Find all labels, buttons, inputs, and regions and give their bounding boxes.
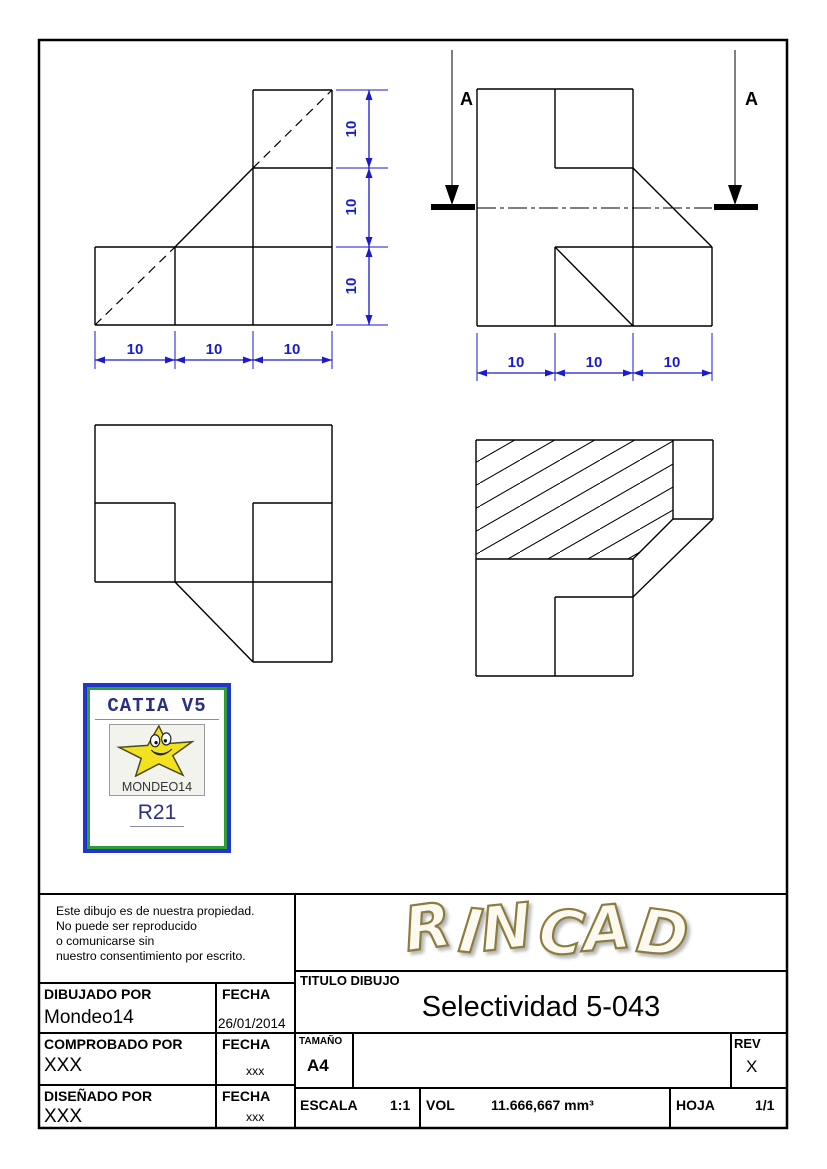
catia-release: R21 xyxy=(130,801,185,827)
checked-by-label: COMPROBADO POR xyxy=(44,1036,183,1052)
volume-label: VOL xyxy=(426,1097,455,1113)
volume-value: 11.666,667 mm³ xyxy=(491,1097,594,1113)
orthographic-views xyxy=(95,89,713,676)
star-icon xyxy=(110,725,204,777)
svg-text:10: 10 xyxy=(126,341,144,358)
sheet-value: 1/1 xyxy=(755,1097,775,1113)
rincad-logo-text: RINCAD xyxy=(399,891,696,971)
svg-text:10: 10 xyxy=(343,120,360,138)
section-hatch xyxy=(476,440,673,559)
scale-value: 1:1 xyxy=(390,1097,411,1113)
mondeo-label: MONDEO14 xyxy=(121,780,193,794)
notice-line: o comunicarse sin xyxy=(56,934,155,948)
svg-text:10: 10 xyxy=(283,341,301,358)
drawn-by-value: Mondeo14 xyxy=(44,1007,134,1028)
catia-badge xyxy=(83,683,231,853)
designed-date-value: xxx xyxy=(246,1110,265,1124)
rincad-logo xyxy=(372,891,724,971)
drawn-date-label: FECHA xyxy=(222,986,271,1002)
drawing-title-label: TITULO DIBUJO xyxy=(300,973,400,988)
designed-by-value: XXX xyxy=(44,1106,83,1127)
rev-label: REV xyxy=(734,1036,761,1051)
checked-date-value: xxx xyxy=(246,1064,265,1078)
svg-text:10: 10 xyxy=(343,198,360,216)
checked-date-label: FECHA xyxy=(222,1036,271,1052)
property-notice xyxy=(56,904,255,964)
svg-text:10: 10 xyxy=(585,354,603,371)
svg-text:A: A xyxy=(745,89,758,109)
dimension-annotations xyxy=(95,90,712,381)
catia-badge-inner xyxy=(87,687,227,849)
notice-line: nuestro consentimiento por escrito. xyxy=(56,949,246,963)
designed-date-label: FECHA xyxy=(222,1088,271,1104)
scale-label: ESCALA xyxy=(300,1097,358,1113)
badge-divider xyxy=(95,719,219,720)
catia-badge-title: CATIA V5 xyxy=(107,695,207,717)
svg-text:A: A xyxy=(460,89,473,109)
notice-line: Este dibujo es de nuestra propiedad. xyxy=(56,904,255,918)
drawn-date-value: 26/01/2014 xyxy=(218,1016,286,1031)
checked-by-value: XXX xyxy=(44,1055,83,1076)
drawing-title: Selectividad 5-043 xyxy=(421,991,661,1023)
size-value: A4 xyxy=(307,1056,329,1075)
size-label: TAMAÑO xyxy=(299,1036,343,1047)
notice-line: No puede ser reproducido xyxy=(56,919,197,933)
rev-value: X xyxy=(746,1057,758,1076)
mondeo-star-box xyxy=(109,724,205,796)
drawn-by-label: DIBUJADO POR xyxy=(44,986,152,1002)
designed-by-label: DISEÑADO POR xyxy=(44,1088,153,1104)
svg-text:10: 10 xyxy=(663,354,681,371)
svg-text:10: 10 xyxy=(205,341,223,358)
svg-text:10: 10 xyxy=(507,354,525,371)
sheet-label: HOJA xyxy=(676,1097,715,1113)
svg-text:10: 10 xyxy=(343,277,360,295)
section-cut-marks xyxy=(431,50,758,210)
